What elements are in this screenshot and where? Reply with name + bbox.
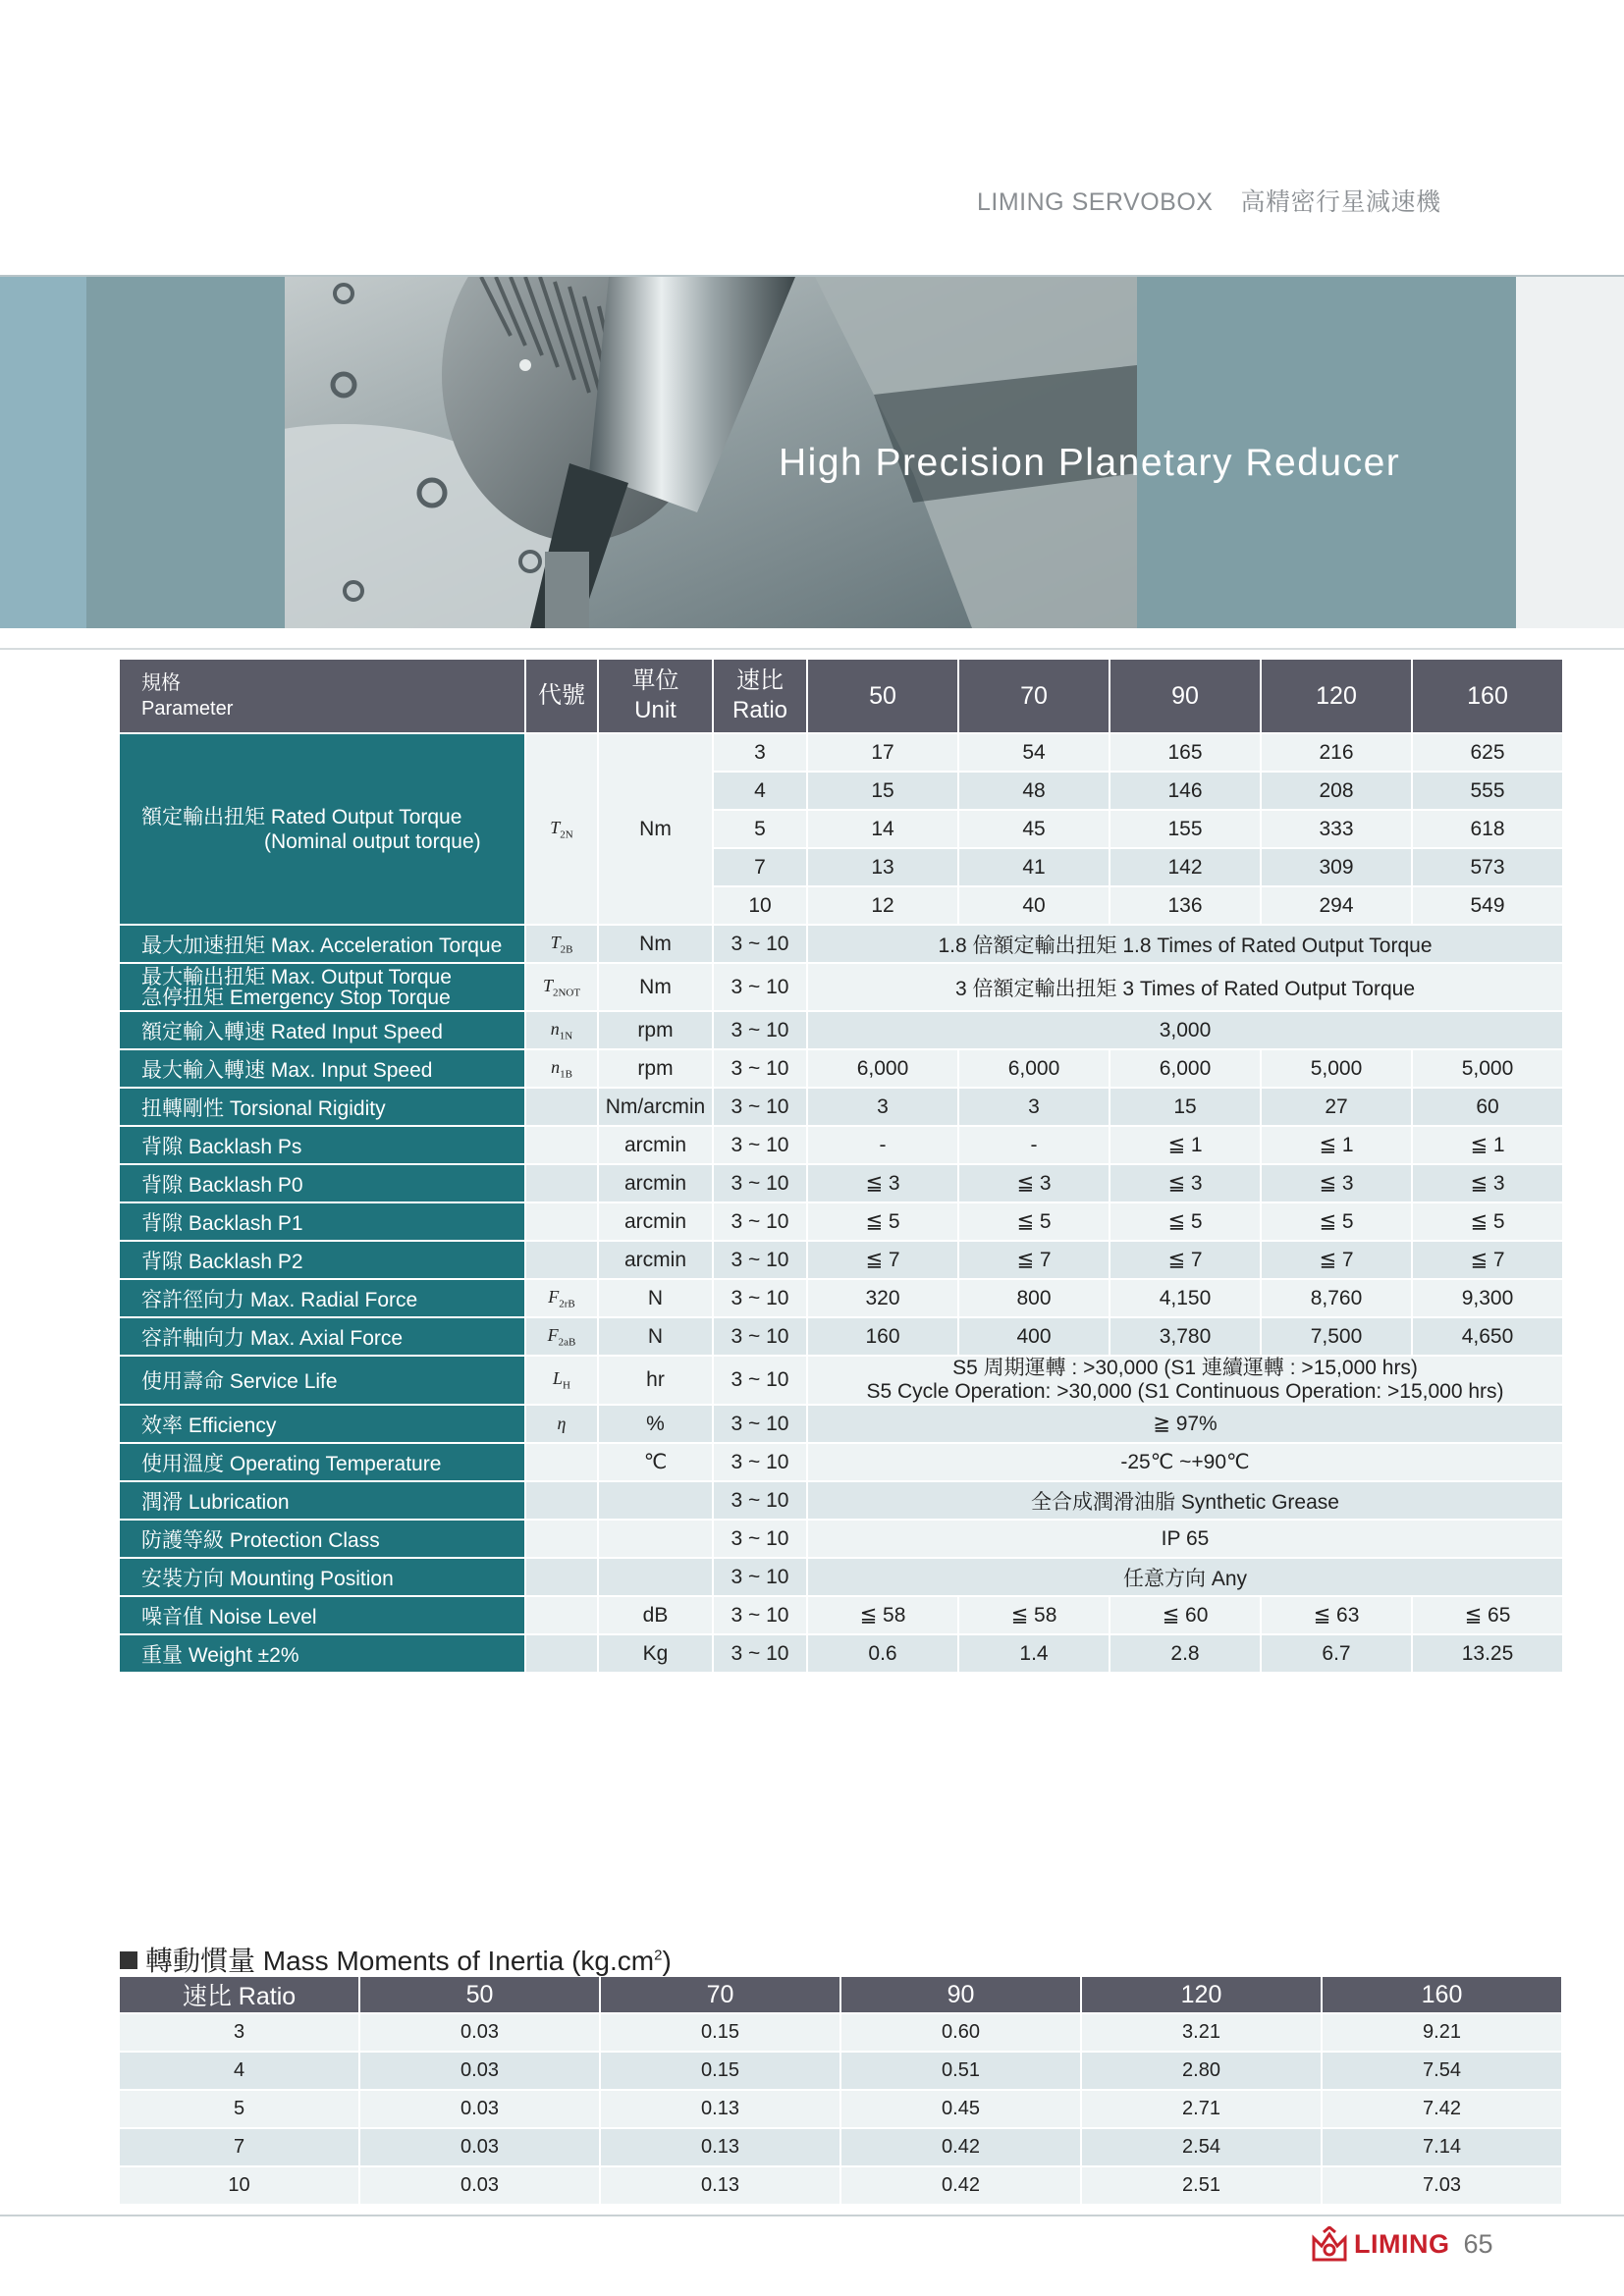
inertia-row bbox=[120, 2167, 1561, 2204]
inertia-cell: 2.51 bbox=[1082, 2167, 1321, 2204]
value-cell: 8,760 bbox=[1262, 1280, 1411, 1316]
ratio-cell: 3 ~ 10 bbox=[714, 1012, 806, 1048]
ratio-cell: 3 bbox=[714, 734, 806, 771]
header-brand: LIMING SERVOBOX bbox=[977, 188, 1214, 216]
value-cell: 40 bbox=[959, 887, 1109, 924]
param-name: 最大加速扭矩 Max. Acceleration Torque bbox=[120, 926, 524, 962]
inertia-cell: 2.54 bbox=[1082, 2129, 1321, 2165]
value-cell: 14 bbox=[808, 811, 957, 847]
value-cell: ≦ 58 bbox=[808, 1597, 957, 1633]
ratio-cell: 3 ~ 10 bbox=[714, 1521, 806, 1557]
symbol-cell bbox=[526, 1357, 597, 1404]
ratio-cell: 3 ~ 10 bbox=[714, 1482, 806, 1519]
inertia-cell: 5 bbox=[120, 2091, 358, 2127]
value-cell: 800 bbox=[959, 1280, 1109, 1316]
value-cell: 5,000 bbox=[1262, 1050, 1411, 1087]
unit-cell: arcmin bbox=[599, 1242, 712, 1278]
value-cell: ≦ 3 bbox=[1413, 1165, 1562, 1201]
value-cell: 54 bbox=[959, 734, 1109, 771]
param-name: 額定輸入轉速 Rated Input Speed bbox=[120, 1012, 524, 1048]
ratio-cell: 10 bbox=[714, 887, 806, 924]
ratio-cell: 3 ~ 10 bbox=[714, 1357, 806, 1404]
inertia-cell: 0.03 bbox=[360, 2167, 599, 2204]
inertia-title-text: 轉動慣量 Mass Moments of Inertia (kg.cm bbox=[145, 1946, 655, 1976]
span-value-cell: ≧ 97% bbox=[808, 1406, 1562, 1442]
symbol-subscript: 2N bbox=[560, 828, 573, 841]
unit-cell bbox=[599, 1482, 712, 1519]
inertia-cell: 7.42 bbox=[1323, 2091, 1561, 2127]
ratio-cell: 3 ~ 10 bbox=[714, 1444, 806, 1480]
value-cell: 136 bbox=[1110, 887, 1260, 924]
symbol-cell bbox=[526, 734, 597, 924]
param-name-line1: 最大輸出扭矩 Max. Output Torque bbox=[141, 965, 452, 988]
value-cell: ≦ 1 bbox=[1413, 1127, 1562, 1163]
value-cell: 13.25 bbox=[1413, 1635, 1562, 1672]
ratio-cell: 3 ~ 10 bbox=[714, 926, 806, 962]
header-size-160: 160 bbox=[1413, 660, 1562, 732]
symbol-subscript: H bbox=[563, 1379, 570, 1392]
symbol-letter: T bbox=[550, 817, 561, 837]
inertia-cell: 0.51 bbox=[841, 2053, 1080, 2089]
value-cell: 573 bbox=[1413, 849, 1562, 885]
value-cell: 45 bbox=[959, 811, 1109, 847]
value-cell: 27 bbox=[1262, 1089, 1411, 1125]
unit-cell: hr bbox=[599, 1357, 712, 1404]
table-row bbox=[120, 1280, 1562, 1316]
value-cell: 208 bbox=[1262, 773, 1411, 809]
value-cell: 6,000 bbox=[959, 1050, 1109, 1087]
unit-cell: dB bbox=[599, 1597, 712, 1633]
value-cell: 9,300 bbox=[1413, 1280, 1562, 1316]
header-size-50: 50 bbox=[808, 660, 957, 732]
symbol-cell bbox=[526, 1203, 597, 1240]
param-name: 潤滑 Lubrication bbox=[120, 1482, 524, 1519]
symbol-cell bbox=[526, 1482, 597, 1519]
symbol-subscript: 2rB bbox=[559, 1298, 575, 1310]
value-cell: 60 bbox=[1413, 1089, 1562, 1125]
table-row bbox=[120, 1012, 1562, 1048]
unit-cell: Nm bbox=[599, 926, 712, 962]
value-cell: 555 bbox=[1413, 773, 1562, 809]
unit-cell: arcmin bbox=[599, 1127, 712, 1163]
value-cell: ≦ 5 bbox=[959, 1203, 1109, 1240]
symbol-cell bbox=[526, 926, 597, 962]
header-size-120: 120 bbox=[1262, 660, 1411, 732]
table-row bbox=[120, 1127, 1562, 1163]
value-cell: 155 bbox=[1110, 811, 1260, 847]
value-cell: 320 bbox=[808, 1280, 957, 1316]
inertia-cell: 0.13 bbox=[601, 2167, 839, 2204]
inertia-cell: 0.03 bbox=[360, 2053, 599, 2089]
ratio-cell: 3 ~ 10 bbox=[714, 1280, 806, 1316]
value-cell: ≦ 3 bbox=[1110, 1165, 1260, 1201]
span-value-cell: 3 倍額定輸出扭矩 3 Times of Rated Output Torque bbox=[808, 964, 1562, 1010]
symbol-cell bbox=[526, 1280, 597, 1316]
ratio-cell: 3 ~ 10 bbox=[714, 1165, 806, 1201]
span-value-line1: S5 周期運轉 : >30,000 (S1 連續運轉 : >15,000 hrs) bbox=[952, 1357, 1418, 1379]
param-name: 背隙 Backlash P1 bbox=[120, 1203, 524, 1240]
param-name-line2: 急停扭矩 Emergency Stop Torque bbox=[141, 986, 451, 1009]
param-name: 使用壽命 Service Life bbox=[120, 1357, 524, 1404]
inertia-cell: 0.15 bbox=[601, 2014, 839, 2051]
value-cell: 6,000 bbox=[1110, 1050, 1260, 1087]
value-cell: ≦ 7 bbox=[808, 1242, 957, 1278]
unit-cell: ℃ bbox=[599, 1444, 712, 1480]
symbol-cell bbox=[526, 1318, 597, 1355]
unit-cell: % bbox=[599, 1406, 712, 1442]
span-value-cell: 1.8 倍額定輸出扭矩 1.8 Times of Rated Output Torque bbox=[808, 926, 1562, 962]
ratio-cell: 3 ~ 10 bbox=[714, 1203, 806, 1240]
span-value-cell bbox=[808, 1357, 1562, 1404]
value-cell: 1.4 bbox=[959, 1635, 1109, 1672]
symbol-letter: F bbox=[547, 1324, 559, 1345]
table-row bbox=[120, 1357, 1562, 1404]
inertia-row bbox=[120, 2129, 1561, 2165]
span-value-cell: IP 65 bbox=[808, 1521, 1562, 1557]
symbol-cell bbox=[526, 1521, 597, 1557]
footer-logo bbox=[1311, 2226, 1493, 2262]
symbol-subscript: 2B bbox=[560, 943, 573, 956]
value-cell: 2.8 bbox=[1110, 1635, 1260, 1672]
value-cell: 549 bbox=[1413, 887, 1562, 924]
inertia-table bbox=[118, 1975, 1563, 2206]
param-name: 噪音值 Noise Level bbox=[120, 1597, 524, 1633]
symbol-letter: T bbox=[550, 932, 561, 952]
unit-cell bbox=[599, 1521, 712, 1557]
value-cell: ≦ 7 bbox=[1110, 1242, 1260, 1278]
header-ratio bbox=[714, 660, 806, 732]
span-value-cell: -25℃ ~+90℃ bbox=[808, 1444, 1562, 1480]
header-parameter bbox=[120, 660, 524, 732]
value-cell: 309 bbox=[1262, 849, 1411, 885]
table-row bbox=[120, 1165, 1562, 1201]
symbol-cell bbox=[526, 1050, 597, 1087]
value-cell: 15 bbox=[808, 773, 957, 809]
value-cell: 48 bbox=[959, 773, 1109, 809]
symbol-letter: L bbox=[553, 1368, 564, 1389]
table-row bbox=[120, 1318, 1562, 1355]
inertia-header-row bbox=[120, 1977, 1561, 2012]
spec-table bbox=[118, 658, 1564, 1674]
page-number: 65 bbox=[1463, 2228, 1493, 2259]
inertia-header-cell: 70 bbox=[601, 1977, 839, 2012]
inertia-cell: 10 bbox=[120, 2167, 358, 2204]
value-cell: ≦ 5 bbox=[808, 1203, 957, 1240]
table-row bbox=[120, 1559, 1562, 1595]
symbol-letter: F bbox=[548, 1286, 560, 1307]
inertia-cell: 0.60 bbox=[841, 2014, 1080, 2051]
inertia-cell: 7.14 bbox=[1323, 2129, 1561, 2165]
inertia-header-cell: 160 bbox=[1323, 1977, 1561, 2012]
inertia-cell: 4 bbox=[120, 2053, 358, 2089]
unit-cell: N bbox=[599, 1280, 712, 1316]
header-ratio-en: Ratio bbox=[731, 697, 788, 723]
spec-header-row bbox=[120, 660, 1562, 732]
span-value-cell: 任意方向 Any bbox=[808, 1559, 1562, 1595]
param-name: 重量 Weight ±2% bbox=[120, 1635, 524, 1672]
value-cell: 333 bbox=[1262, 811, 1411, 847]
symbol-subscript: 1B bbox=[560, 1068, 572, 1081]
table-row bbox=[120, 1406, 1562, 1442]
value-cell: 294 bbox=[1262, 887, 1411, 924]
value-cell: 15 bbox=[1110, 1089, 1260, 1125]
symbol-cell bbox=[526, 1165, 597, 1201]
inertia-row bbox=[120, 2053, 1561, 2089]
ratio-cell: 3 ~ 10 bbox=[714, 1089, 806, 1125]
ratio-cell: 3 ~ 10 bbox=[714, 1635, 806, 1672]
symbol-cell bbox=[526, 1127, 597, 1163]
inertia-title-end: ) bbox=[662, 1946, 672, 1976]
value-cell: ≦ 3 bbox=[959, 1165, 1109, 1201]
inertia-header-cell: 120 bbox=[1082, 1977, 1321, 2012]
value-cell: 3 bbox=[808, 1089, 957, 1125]
header-size-70: 70 bbox=[959, 660, 1109, 732]
banner-left-stripe bbox=[0, 277, 86, 628]
value-cell: 41 bbox=[959, 849, 1109, 885]
ratio-cell: 3 ~ 10 bbox=[714, 964, 806, 1010]
table-row bbox=[120, 734, 1562, 771]
param-name: 使用溫度 Operating Temperature bbox=[120, 1444, 524, 1480]
value-cell: 17 bbox=[808, 734, 957, 771]
ratio-cell: 3 ~ 10 bbox=[714, 1127, 806, 1163]
symbol-letter: η bbox=[557, 1414, 567, 1433]
value-cell: 3,780 bbox=[1110, 1318, 1260, 1355]
ratio-cell: 3 ~ 10 bbox=[714, 1318, 806, 1355]
header-parameter-zh: 規格 bbox=[141, 672, 181, 694]
param-name: 背隙 Backlash Ps bbox=[120, 1127, 524, 1163]
ratio-cell: 3 ~ 10 bbox=[714, 1406, 806, 1442]
value-cell: ≦ 65 bbox=[1413, 1597, 1562, 1633]
value-cell: 4,150 bbox=[1110, 1280, 1260, 1316]
inertia-cell: 0.13 bbox=[601, 2091, 839, 2127]
value-cell: 5,000 bbox=[1413, 1050, 1562, 1087]
page-header bbox=[977, 183, 1440, 218]
table-row bbox=[120, 1482, 1562, 1519]
param-name: 效率 Efficiency bbox=[120, 1406, 524, 1442]
span-value-cell: 全合成潤滑油脂 Synthetic Grease bbox=[808, 1482, 1562, 1519]
table-row bbox=[120, 1444, 1562, 1480]
value-cell: 6,000 bbox=[808, 1050, 957, 1087]
bullet-square-icon bbox=[120, 1951, 137, 1969]
value-cell: ≦ 5 bbox=[1110, 1203, 1260, 1240]
span-value-cell: 3,000 bbox=[808, 1012, 1562, 1048]
value-cell: ≦ 5 bbox=[1262, 1203, 1411, 1240]
inertia-cell: 0.45 bbox=[841, 2091, 1080, 2127]
inertia-row bbox=[120, 2014, 1561, 2051]
value-cell: ≦ 60 bbox=[1110, 1597, 1260, 1633]
unit-cell: Kg bbox=[599, 1635, 712, 1672]
banner-right-stripe bbox=[1516, 277, 1624, 628]
banner bbox=[0, 275, 1624, 630]
value-cell: ≦ 7 bbox=[1413, 1242, 1562, 1278]
header-code: 代號 bbox=[526, 660, 597, 732]
inertia-cell: 0.03 bbox=[360, 2129, 599, 2165]
symbol-letter: n bbox=[550, 1018, 560, 1039]
span-value-line2: S5 Cycle Operation: >30,000 (S1 Continuous Operation: >15,000 hrs) bbox=[866, 1380, 1504, 1403]
ratio-cell: 3 ~ 10 bbox=[714, 1597, 806, 1633]
table-row bbox=[120, 1050, 1562, 1087]
ratio-cell: 4 bbox=[714, 773, 806, 809]
inertia-title-sup: 2 bbox=[654, 1947, 663, 1964]
unit-cell: Nm bbox=[599, 734, 712, 924]
footer-brand: LIMING bbox=[1354, 2228, 1450, 2259]
ratio-cell: 3 ~ 10 bbox=[714, 1050, 806, 1087]
symbol-cell bbox=[526, 964, 597, 1010]
symbol-cell bbox=[526, 1559, 597, 1595]
table-row bbox=[120, 1089, 1562, 1125]
inertia-cell: 3 bbox=[120, 2014, 358, 2051]
ratio-cell: 5 bbox=[714, 811, 806, 847]
unit-cell: rpm bbox=[599, 1050, 712, 1087]
value-cell: 142 bbox=[1110, 849, 1260, 885]
value-cell: 216 bbox=[1262, 734, 1411, 771]
inertia-row bbox=[120, 2091, 1561, 2127]
symbol-subscript: 2NOT bbox=[552, 987, 581, 999]
inertia-header-cell: 50 bbox=[360, 1977, 599, 2012]
header-ratio-zh: 速比 bbox=[736, 667, 784, 694]
header-unit-en: Unit bbox=[634, 697, 677, 723]
value-cell: ≦ 58 bbox=[959, 1597, 1109, 1633]
param-name bbox=[120, 734, 524, 924]
symbol-cell bbox=[526, 1242, 597, 1278]
table-row bbox=[120, 1597, 1562, 1633]
inertia-cell: 2.71 bbox=[1082, 2091, 1321, 2127]
inertia-cell: 2.80 bbox=[1082, 2053, 1321, 2089]
param-name: 最大輸入轉速 Max. Input Speed bbox=[120, 1050, 524, 1087]
inertia-cell: 0.42 bbox=[841, 2167, 1080, 2204]
header-unit-zh: 單位 bbox=[631, 667, 679, 694]
inertia-cell: 0.03 bbox=[360, 2091, 599, 2127]
unit-cell: Nm/arcmin bbox=[599, 1089, 712, 1125]
unit-cell: arcmin bbox=[599, 1165, 712, 1201]
unit-cell: arcmin bbox=[599, 1203, 712, 1240]
param-name-line1: 額定輸出扭矩 Rated Output Torque bbox=[141, 805, 462, 828]
param-name: 容許軸向力 Max. Axial Force bbox=[120, 1318, 524, 1355]
value-cell: - bbox=[959, 1127, 1109, 1163]
table-row bbox=[120, 1203, 1562, 1240]
value-cell: 625 bbox=[1413, 734, 1562, 771]
inertia-cell: 0.03 bbox=[360, 2014, 599, 2051]
value-cell: 618 bbox=[1413, 811, 1562, 847]
symbol-letter: n bbox=[551, 1056, 561, 1077]
inertia-cell: 0.13 bbox=[601, 2129, 839, 2165]
symbol-cell bbox=[526, 1406, 597, 1442]
value-cell: ≦ 1 bbox=[1110, 1127, 1260, 1163]
value-cell: 3 bbox=[959, 1089, 1109, 1125]
inertia-cell: 0.15 bbox=[601, 2053, 839, 2089]
ratio-cell: 7 bbox=[714, 849, 806, 885]
inertia-header-cell: 90 bbox=[841, 1977, 1080, 2012]
value-cell: - bbox=[808, 1127, 957, 1163]
param-name bbox=[120, 964, 524, 1010]
value-cell: 146 bbox=[1110, 773, 1260, 809]
header-unit bbox=[599, 660, 712, 732]
header-parameter-en: Parameter bbox=[141, 698, 234, 720]
value-cell: 0.6 bbox=[808, 1635, 957, 1672]
param-name-line2: (Nominal output torque) bbox=[264, 829, 481, 853]
value-cell: ≦ 5 bbox=[1413, 1203, 1562, 1240]
value-cell: 6.7 bbox=[1262, 1635, 1411, 1672]
inertia-cell: 3.21 bbox=[1082, 2014, 1321, 2051]
value-cell: ≦ 7 bbox=[959, 1242, 1109, 1278]
symbol-cell bbox=[526, 1012, 597, 1048]
table-row bbox=[120, 964, 1562, 1010]
unit-cell: Nm bbox=[599, 964, 712, 1010]
banner-title: High Precision Planetary Reducer bbox=[779, 442, 1401, 484]
inertia-cell: 0.42 bbox=[841, 2129, 1080, 2165]
value-cell: 160 bbox=[808, 1318, 957, 1355]
value-cell: ≦ 7 bbox=[1262, 1242, 1411, 1278]
inertia-cell: 7 bbox=[120, 2129, 358, 2165]
value-cell: 400 bbox=[959, 1318, 1109, 1355]
table-row bbox=[120, 1635, 1562, 1672]
symbol-letter: T bbox=[542, 975, 553, 995]
symbol-cell bbox=[526, 1635, 597, 1672]
unit-cell: N bbox=[599, 1318, 712, 1355]
ratio-cell: 3 ~ 10 bbox=[714, 1559, 806, 1595]
symbol-subscript: 1N bbox=[559, 1030, 573, 1042]
symbol-subscript: 2aB bbox=[558, 1336, 576, 1349]
value-cell: ≦ 3 bbox=[1262, 1165, 1411, 1201]
ratio-cell: 3 ~ 10 bbox=[714, 1242, 806, 1278]
inertia-cell: 7.03 bbox=[1323, 2167, 1561, 2204]
param-name: 背隙 Backlash P0 bbox=[120, 1165, 524, 1201]
table-row bbox=[120, 1521, 1562, 1557]
value-cell: ≦ 1 bbox=[1262, 1127, 1411, 1163]
value-cell: 165 bbox=[1110, 734, 1260, 771]
header-size-90: 90 bbox=[1110, 660, 1260, 732]
table-row bbox=[120, 1242, 1562, 1278]
value-cell: 13 bbox=[808, 849, 957, 885]
symbol-cell bbox=[526, 1089, 597, 1125]
param-name: 容許徑向力 Max. Radial Force bbox=[120, 1280, 524, 1316]
value-cell: 7,500 bbox=[1262, 1318, 1411, 1355]
liming-logo-icon bbox=[1311, 2226, 1348, 2262]
inertia-cell: 7.54 bbox=[1323, 2053, 1561, 2089]
unit-cell bbox=[599, 1559, 712, 1595]
inertia-cell: 9.21 bbox=[1323, 2014, 1561, 2051]
footer-line bbox=[0, 2215, 1624, 2216]
inertia-header-cell: 速比 Ratio bbox=[120, 1977, 358, 2012]
param-name: 安裝方向 Mounting Position bbox=[120, 1559, 524, 1595]
unit-cell: rpm bbox=[599, 1012, 712, 1048]
value-cell: ≦ 3 bbox=[808, 1165, 957, 1201]
value-cell: 4,650 bbox=[1413, 1318, 1562, 1355]
param-name: 背隙 Backlash P2 bbox=[120, 1242, 524, 1278]
inertia-title bbox=[120, 1940, 672, 1979]
header-subtitle: 高精密行星減速機 bbox=[1240, 188, 1441, 216]
param-name: 防護等級 Protection Class bbox=[120, 1521, 524, 1557]
banner-bottom-line bbox=[0, 648, 1624, 650]
table-row bbox=[120, 926, 1562, 962]
value-cell: 12 bbox=[808, 887, 957, 924]
symbol-cell bbox=[526, 1444, 597, 1480]
symbol-cell bbox=[526, 1597, 597, 1633]
param-name: 扭轉剛性 Torsional Rigidity bbox=[120, 1089, 524, 1125]
value-cell: ≦ 63 bbox=[1262, 1597, 1411, 1633]
